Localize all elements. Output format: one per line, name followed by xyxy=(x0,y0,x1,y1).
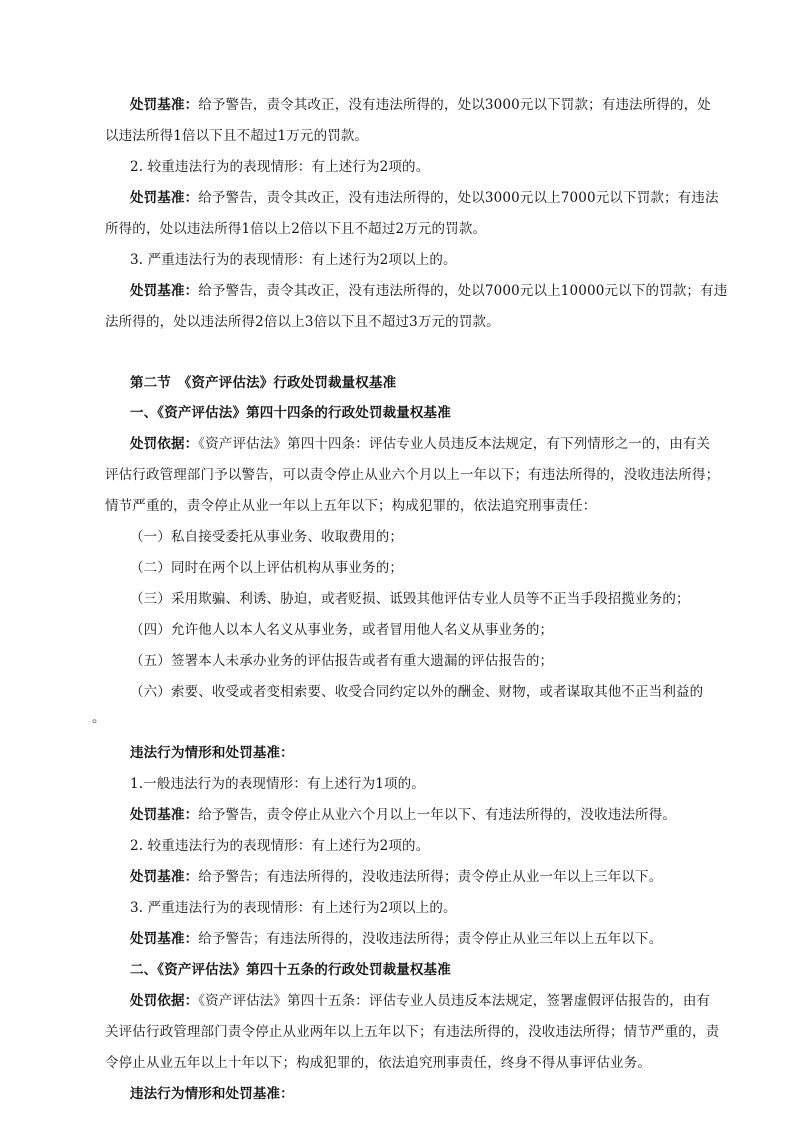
text-line xyxy=(105,496,596,516)
line-text: 情节严重的，责令停止从业一年以上五年以下；构成犯罪的，依法追究刑事责任： xyxy=(105,498,597,514)
line-text: 给予警告；有违法所得的，没收违法所得；责令停止从业一年以上三年以下。 xyxy=(198,869,663,885)
subheading xyxy=(130,1084,294,1104)
line-text: （四）允许他人以本人名义从事业务，或者冒用他人名义从事业务的； xyxy=(130,622,554,638)
list-item xyxy=(130,589,690,609)
list-item xyxy=(130,898,457,918)
subheading xyxy=(130,743,294,763)
subsection-heading xyxy=(130,960,451,980)
label: 处罚依据： xyxy=(130,436,199,452)
line-text: 2. 较重违法行为的表现情形：有上述行为2项的。 xyxy=(130,159,430,175)
heading-text: 二、《资产评估法》第四十五条的行政处罚裁量权基准 xyxy=(130,962,451,978)
label: 处罚基准： xyxy=(130,869,199,885)
line-text: 所得的，处以违法所得1倍以上2倍以下且不超过2万元的罚款。 xyxy=(105,221,487,237)
text-line xyxy=(130,95,711,115)
heading-text: 违法行为情形和处罚基准： xyxy=(130,1086,294,1102)
line-text: 3. 严重违法行为的表现情形：有上述行为2项以上的。 xyxy=(130,900,457,916)
line-text: 给予警告，责令其改正，没有违法所得的，处以3000元以下罚款；有违法所得的，处 xyxy=(198,97,711,113)
line-text: （二）同时在两个以上评估机构从事业务的； xyxy=(130,560,403,576)
text-line xyxy=(130,281,727,301)
label: 处罚基准： xyxy=(130,97,199,113)
list-item xyxy=(130,774,425,794)
section-heading xyxy=(130,373,396,393)
text-line xyxy=(130,805,676,825)
line-text: 《资产评估法》第四十五条：评估专业人员违反本法规定，签署虚假评估报告的，由有 xyxy=(198,993,711,1009)
line-text: 评估行政管理部门予以警告，可以责令停止从业六个月以上一年以下；有违法所得的，没收违法所得； xyxy=(105,467,720,483)
label: 处罚基准： xyxy=(130,190,199,206)
line-text: 以违法所得1倍以下且不超过1万元的罚款。 xyxy=(105,128,369,144)
line-text: 给予警告，责令其改正，没有违法所得的，处以7000元以上10000元以下的罚款；有违 xyxy=(198,283,728,299)
text-line xyxy=(105,126,368,146)
text-line xyxy=(105,312,500,332)
text-line xyxy=(130,434,710,454)
text-line xyxy=(130,991,710,1011)
list-item xyxy=(130,651,553,671)
label: 处罚基准： xyxy=(130,283,199,299)
list-item xyxy=(130,682,703,702)
line-text: 法所得的，处以违法所得2倍以上3倍以下且不超过3万元的罚款。 xyxy=(105,314,500,330)
heading-text: 违法行为情形和处罚基准： xyxy=(130,745,294,761)
text-line xyxy=(105,219,486,239)
line-text: 3. 严重违法行为的表现情形：有上述行为2项以上的。 xyxy=(130,252,457,268)
list-item xyxy=(130,620,553,640)
text-line xyxy=(92,708,106,728)
line-text: 2. 较重违法行为的表现情形：有上述行为2项的。 xyxy=(130,838,430,854)
line-text: 关评估行政管理部门责令停止从业两年以上五年以下；有违法所得的，没收违法所得；情节严重的，责 xyxy=(105,1024,720,1040)
line-text: 给予警告；有违法所得的，没收违法所得；责令停止从业三年以上五年以下。 xyxy=(198,931,663,947)
heading-text: 第二节 《资产评估法》行政处罚裁量权基准 xyxy=(130,375,397,391)
line-text: 令停止从业五年以上十年以下；构成犯罪的，依法追究刑事责任，终身不得从事评估业务。 xyxy=(105,1055,651,1071)
label: 处罚基准： xyxy=(130,931,199,947)
label: 处罚基准： xyxy=(130,807,199,823)
label: 处罚依据： xyxy=(130,993,199,1009)
line-text: （一）私自接受委托从事业务、收取费用的； xyxy=(130,529,403,545)
list-item xyxy=(130,527,403,547)
text-line xyxy=(130,867,662,887)
line-text: 《资产评估法》第四十四条：评估专业人员违反本法规定，有下列情形之一的，由有关 xyxy=(198,436,711,452)
list-item xyxy=(130,157,429,177)
text-line xyxy=(105,465,719,485)
line-text: （五）签署本人未承办业务的评估报告或者有重大遗漏的评估报告的； xyxy=(130,653,554,669)
heading-text: 一、《资产评估法》第四十四条的行政处罚裁量权基准 xyxy=(130,405,451,421)
line-text: （三）采用欺骗、利诱、胁迫，或者贬损、诋毁其他评估专业人员等不正当手段招揽业务的； xyxy=(130,591,690,607)
line-text: 给予警告，责令其改正，没有违法所得的，处以3000元以上7000元以下罚款；有违法 xyxy=(198,190,719,206)
list-item xyxy=(130,836,429,856)
text-line xyxy=(105,1053,651,1073)
text-line xyxy=(130,188,719,208)
list-item xyxy=(130,558,403,578)
line-text: （六）索要、收受或者变相索要、收受合同约定以外的酬金、财物，或者谋取其他不正当利益的 xyxy=(130,684,704,700)
line-text: 1.一般违法行为的表现情形：有上述行为1项的。 xyxy=(130,776,425,792)
text-line xyxy=(130,929,662,949)
subsection-heading xyxy=(130,403,451,423)
text-line xyxy=(105,1022,719,1042)
list-item xyxy=(130,250,457,270)
line-text: 。 xyxy=(92,710,106,726)
line-text: 给予警告，责令停止从业六个月以上一年以下、有违法所得的，没收违法所得。 xyxy=(198,807,676,823)
